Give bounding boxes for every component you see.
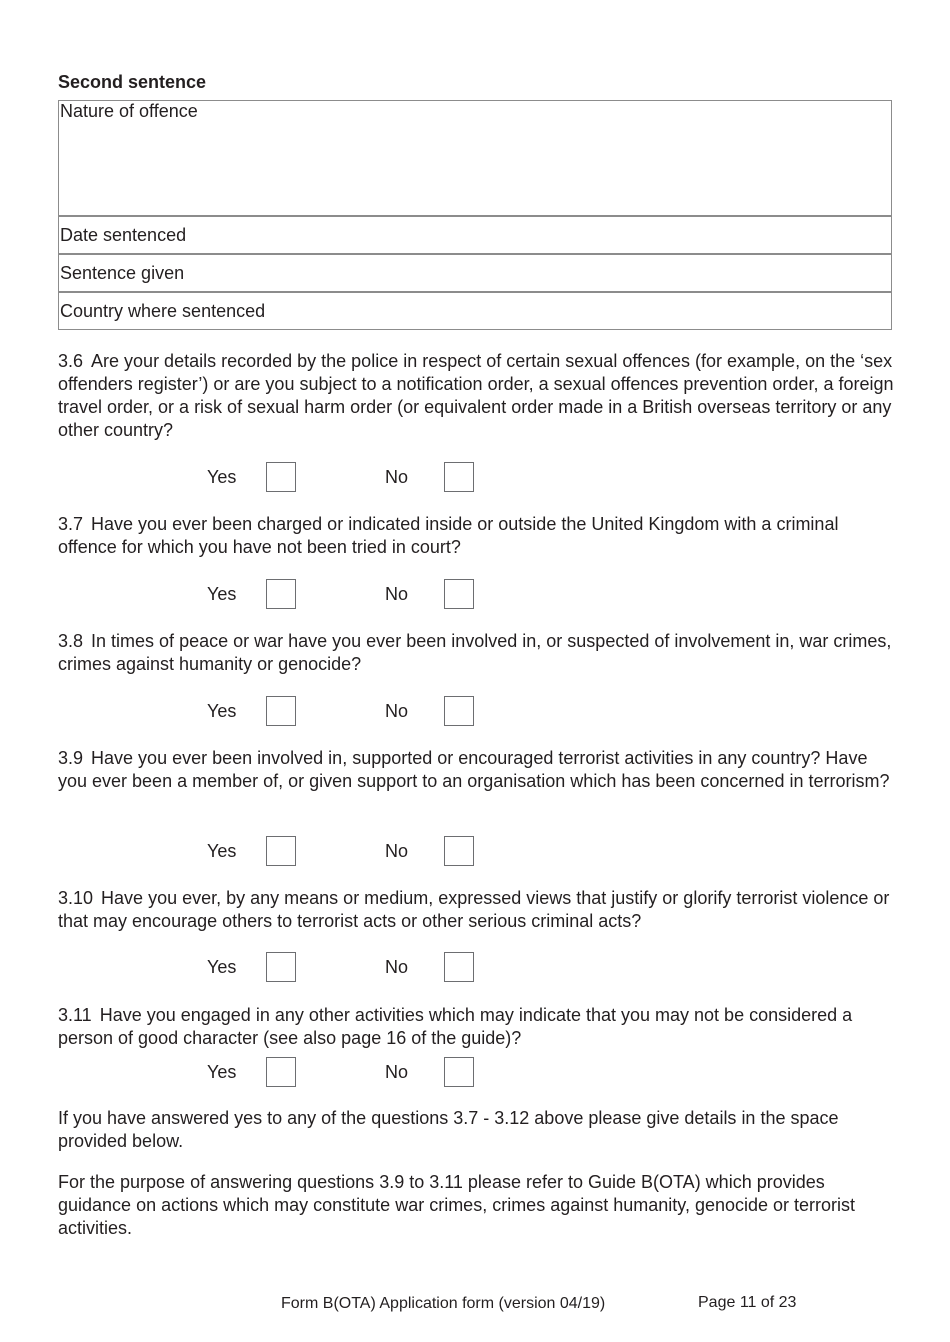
q3-10-yes-checkbox[interactable] (266, 952, 296, 982)
sentence-given-label: Sentence given (60, 263, 185, 283)
offence-details-table (58, 100, 892, 330)
country-sentenced-label: Country where sentenced (60, 301, 266, 321)
yes-label: Yes (207, 841, 237, 861)
date-sentenced-field[interactable] (59, 215, 891, 253)
q3-7-yes-checkbox[interactable] (266, 579, 296, 609)
question-3-8 (58, 630, 898, 676)
sentence-given-field[interactable] (59, 253, 891, 291)
q3-8-yes-checkbox[interactable] (266, 696, 296, 726)
yes-label: Yes (207, 584, 237, 604)
q3-8-no-checkbox[interactable] (444, 696, 474, 726)
q3-6-no-checkbox[interactable] (444, 462, 474, 492)
question-number: 3.11 (58, 1005, 92, 1025)
question-text: In times of peace or war have you ever been involved in, or suspected of involvement in, war crimes, crimes against humanity or genocide? (58, 631, 892, 674)
q3-9-no-checkbox[interactable] (444, 836, 474, 866)
question-number: 3.7 (58, 514, 84, 534)
footer-page-number: Page 11 of 23 (698, 1294, 797, 1311)
question-number: 3.6 (58, 351, 84, 371)
q3-11-no-checkbox[interactable] (444, 1057, 474, 1087)
date-sentenced-label: Date sentenced (60, 225, 187, 245)
question-text: Have you ever been charged or indicated inside or outside the United Kingdom with a criminal offence for which you have not been tried in court? (58, 514, 839, 557)
note-guide-reference: For the purpose of answering questions 3.9 to 3.11 please refer to Guide B(OTA) which provides guidance on actions which may constitute war crimes, crimes against humanity, genocide or terrorist activities. (58, 1172, 856, 1238)
question-text: Have you ever, by any means or medium, expressed views that justify or glorify terrorist violence or that may encourage others to terrorist acts or other serious criminal acts? (58, 888, 890, 931)
no-label: No (385, 584, 409, 604)
footer-form-title: Form B(OTA) Application form (version 04/19) (281, 1295, 606, 1312)
question-3-10 (58, 887, 898, 933)
no-label: No (385, 1062, 409, 1082)
no-label: No (385, 841, 409, 861)
question-text: Have you engaged in any other activities which may indicate that you may not be considered a person of good character (see also page 16 of the guide)? (58, 1005, 853, 1048)
no-label: No (385, 701, 409, 721)
question-3-6 (58, 350, 898, 442)
question-number: 3.8 (58, 631, 84, 651)
nature-of-offence-label: Nature of offence (60, 101, 198, 121)
q3-11-yes-checkbox[interactable] (266, 1057, 296, 1087)
yes-label: Yes (207, 1062, 237, 1082)
q3-9-yes-checkbox[interactable] (266, 836, 296, 866)
section-heading: Second sentence (58, 72, 207, 92)
country-sentenced-field[interactable] (59, 291, 891, 329)
question-3-11 (58, 1004, 898, 1050)
nature-of-offence-field[interactable] (59, 101, 891, 215)
yes-label: Yes (207, 467, 237, 487)
question-number: 3.9 (58, 748, 84, 768)
no-label: No (385, 957, 409, 977)
question-number: 3.10 (58, 888, 94, 908)
question-3-9 (58, 747, 898, 793)
yes-label: Yes (207, 701, 237, 721)
question-3-7 (58, 513, 898, 559)
q3-10-no-checkbox[interactable] (444, 952, 474, 982)
q3-6-yes-checkbox[interactable] (266, 462, 296, 492)
question-text: Are your details recorded by the police in respect of certain sexual offences (for example, on the ‘sex offenders register’) or are you subject to a notification order, a sexual offences prevention order, a foreign travel order, or a risk of sexual harm order (or equivalent order made in a British overseas territory or any other country? (58, 351, 894, 440)
yes-label: Yes (207, 957, 237, 977)
q3-7-no-checkbox[interactable] (444, 579, 474, 609)
no-label: No (385, 467, 409, 487)
question-text: Have you ever been involved in, supported or encouraged terrorist activities in any country? Have you ever been a member of, or given support to an organisation which has been concerned in terrorism? (58, 748, 890, 791)
note-details-instructions: If you have answered yes to any of the questions 3.7 - 3.12 above please give details in the space provided below. (58, 1108, 839, 1151)
